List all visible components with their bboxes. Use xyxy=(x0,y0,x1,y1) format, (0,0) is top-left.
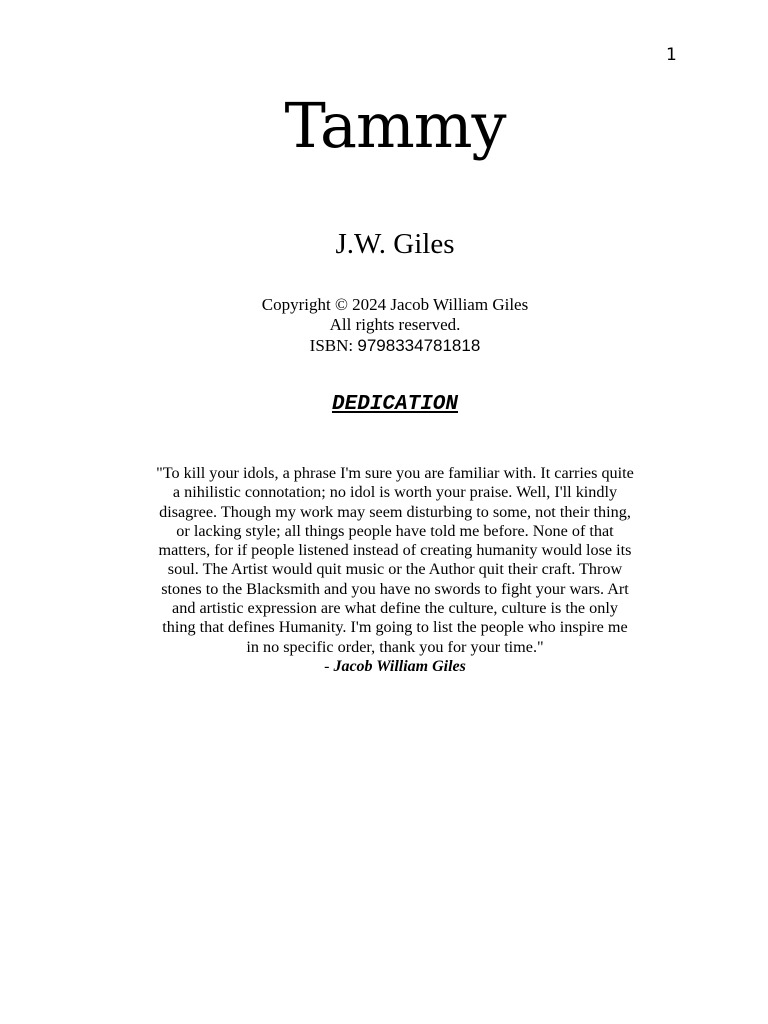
quote-line: stones to the Blacksmith and you have no swords to fight your wars. Art xyxy=(161,579,629,598)
quote-line: a nihilistic connotation; no idol is worth your praise. Well, I'll kindly xyxy=(172,483,618,502)
quote-line: soul. The Artist would quit music or the Author quit their craft. Throw xyxy=(167,560,623,579)
book-title: Tammy xyxy=(284,89,506,162)
rights-reserved: All rights reserved. xyxy=(329,315,461,334)
quote-line: disagree. Though my work may seem disturbing to some, not their thing, xyxy=(159,502,631,521)
quote-line: matters, for if people listened instead of creating humanity would lose its xyxy=(158,541,632,560)
quote-line: and artistic expression are what define the culture, culture is the only xyxy=(172,599,618,618)
author-name: J.W. Giles xyxy=(335,228,455,260)
isbn-label: ISBN: xyxy=(309,336,358,355)
dedication-heading: DEDICATION xyxy=(331,393,459,416)
copyright-line: Copyright © 2024 Jacob William Giles xyxy=(261,295,529,314)
quote-line: thing that defines Humanity. I'm going to list the people who inspire me xyxy=(162,618,628,637)
isbn-line xyxy=(0,335,768,357)
page-number: 1 xyxy=(666,45,677,65)
quote-signature xyxy=(0,657,768,676)
isbn-number: 9798334781818 xyxy=(357,336,481,355)
dedication-quote xyxy=(100,464,690,657)
quote-line: "To kill your idols, a phrase I'm sure you are familiar with. It carries quite xyxy=(156,464,634,482)
copyright-block xyxy=(0,295,768,357)
signature-name: Jacob William Giles xyxy=(333,658,466,675)
quote-line: or lacking style; all things people have told me before. None of that xyxy=(176,521,614,540)
signature-dash: - xyxy=(324,658,334,675)
quote-line: in no specific order, thank you for your time." xyxy=(246,637,544,656)
